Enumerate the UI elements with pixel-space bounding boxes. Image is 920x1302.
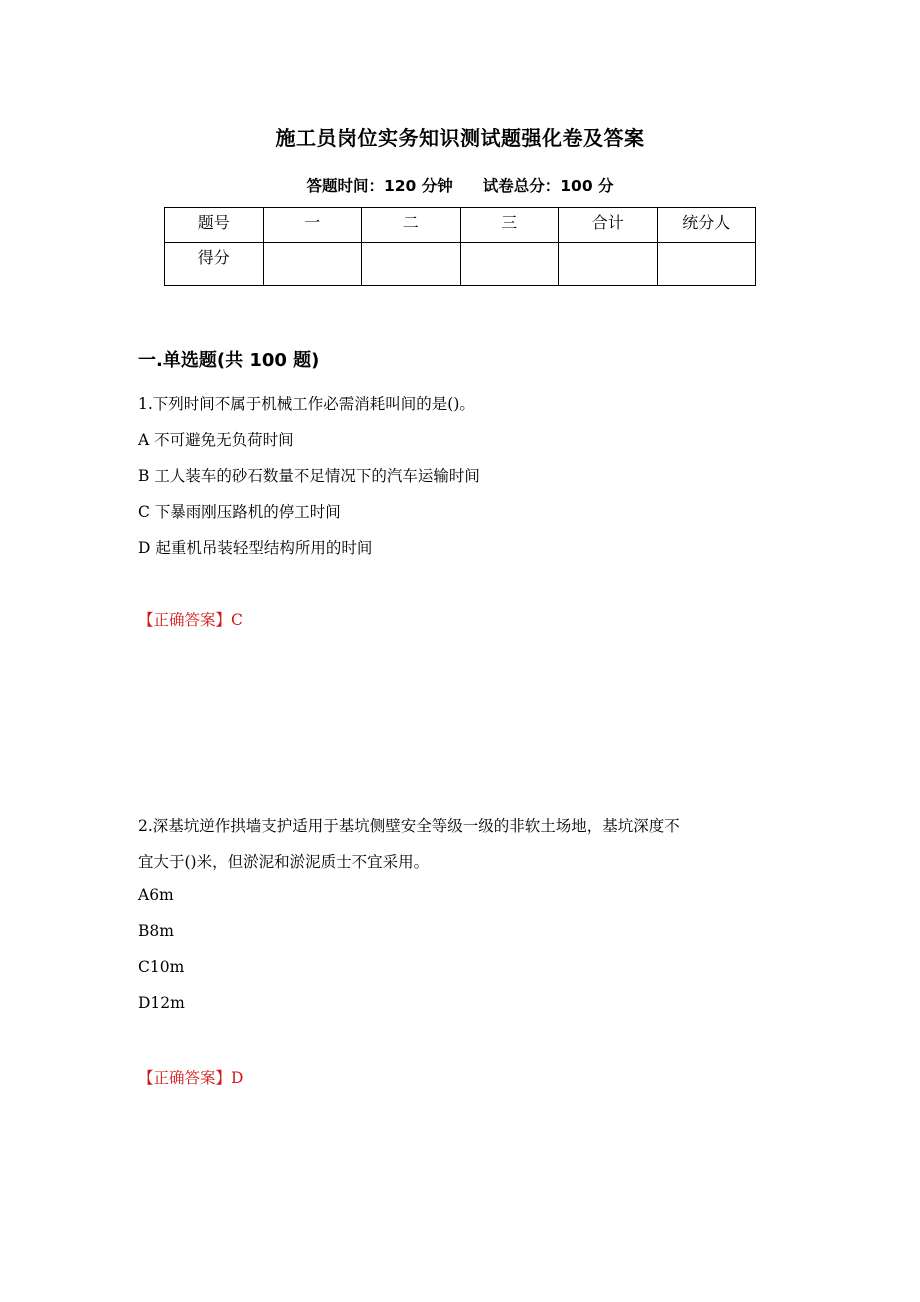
exam-total-score: 试卷总分：100 分: [482, 177, 614, 195]
question-1-stem: 1.下列时间不属于机械工作必需消耗叫间的是()。: [138, 395, 475, 413]
question-2-option-a: A6m: [138, 886, 174, 904]
question-2-option-c: C10m: [138, 958, 185, 976]
question-2-stem-line-2: 宜大于()米，但淤泥和淤泥质士不宜采用。: [138, 853, 430, 871]
score-cell: [263, 243, 362, 286]
section-title: 一.单选题(共 100 题): [138, 350, 320, 371]
question-1-option-d: D 起重机吊装轻型结构所用的时间: [138, 539, 373, 557]
score-table-header-row: [165, 208, 756, 243]
score-header-cell: 二: [362, 208, 461, 243]
question-1-answer: 【正确答案】C: [138, 611, 243, 629]
question-2-answer: 【正确答案】D: [138, 1069, 244, 1087]
exam-time: 答题时间：120 分钟: [306, 177, 453, 195]
score-cell: [362, 243, 461, 286]
score-cell: [657, 243, 756, 286]
score-header-cell: 合计: [559, 208, 658, 243]
score-row-label: 得分: [165, 243, 264, 286]
score-table-score-row: [165, 243, 756, 286]
score-cell: [559, 243, 658, 286]
question-2-option-d: D12m: [138, 994, 185, 1012]
exam-meta: [0, 174, 920, 196]
question-1-option-b: B 工人装车的砂石数量不足情况下的汽车运输时间: [138, 467, 480, 485]
question-2-stem-line-1: 2.深基坑逆作拱墙支护适用于基坑侧壁安全等级一级的非软土场地，基坑深度不: [138, 817, 680, 835]
score-header-cell: 统分人: [657, 208, 756, 243]
document-title: 施工员岗位实务知识测试题强化卷及答案: [275, 126, 645, 150]
score-table: [164, 207, 756, 286]
score-header-cell: 题号: [165, 208, 264, 243]
score-header-cell: 三: [460, 208, 559, 243]
question-1-option-c: C 下暴雨刚压路机的停工时间: [138, 503, 341, 521]
question-2-option-b: B8m: [138, 922, 174, 940]
score-cell: [460, 243, 559, 286]
score-header-cell: 一: [263, 208, 362, 243]
question-1-option-a: A 不可避免无负荷时间: [138, 431, 294, 449]
